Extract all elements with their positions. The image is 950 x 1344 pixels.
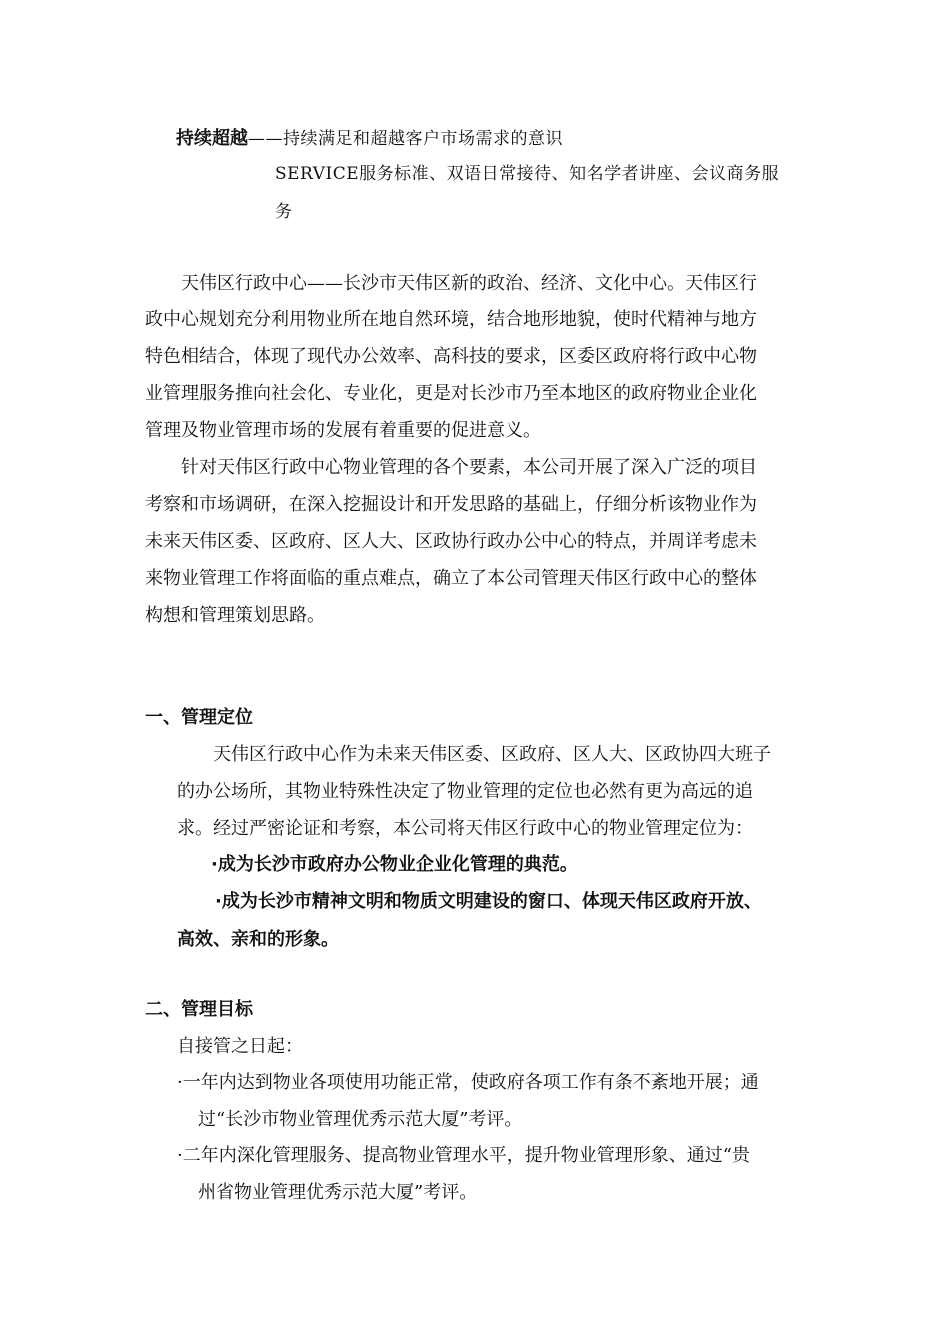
intro-bold-label: 持续超越 <box>176 128 248 149</box>
para2-line-1: 针对天伟区行政中心物业管理的各个要素，本公司开展了深入广泛的项目 <box>181 457 757 478</box>
para1-line-2: 政中心规划充分利用物业所在地自然环境，结合地形地貌，使时代精神与地方 <box>145 309 757 330</box>
para2-line-2: 考察和市场调研，在深入挖掘设计和开发思路的基础上，仔细分析该物业作为 <box>145 494 757 515</box>
para1-line-4: 业管理服务推向社会化、专业化，更是对长沙市乃至本地区的政府物业企业化 <box>145 383 757 404</box>
section2-heading: 二、管理目标 <box>145 999 253 1020</box>
section1-body-line-3: 求。经过严密论证和考察，本公司将天伟区行政中心的物业管理定位为： <box>177 818 753 839</box>
para2-line-4: 来物业管理工作将面临的重点难点，确立了本公司管理天伟区行政中心的整体 <box>145 568 757 589</box>
section2-item-2-line-1: ·二年内深化管理服务、提高物业管理水平，提升物业管理形象、通过“贵 <box>177 1145 750 1166</box>
para1-line-5: 管理及物业管理市场的发展有着重要的促进意义。 <box>145 420 541 441</box>
section1-bullet-2-line-1: ·成为长沙市精神文明和物质文明建设的窗口、体现天伟区政府开放、 <box>215 891 762 912</box>
service-line-1: SERVICE服务标准、双语日常接待、知名学者讲座、会议商务服 <box>275 164 780 184</box>
para1-line-3: 特色相结合，体现了现代办公效率、高科技的要求，区委区政府将行政中心物 <box>145 346 757 367</box>
section1-heading: 一、管理定位 <box>145 707 253 728</box>
section1-bullet-1: ·成为长沙市政府办公物业企业化管理的典范。 <box>211 854 578 875</box>
section1-body-line-2: 的办公场所，其物业特殊性决定了物业管理的定位也必然有更为高远的追 <box>177 781 753 802</box>
para1-line-1: 天伟区行政中心——长沙市天伟区新的政治、经济、文化中心。天伟区行 <box>181 273 757 294</box>
section2-item-1-line-2: 过“长沙市物业管理优秀示范大厦”考评。 <box>198 1109 523 1130</box>
intro-rest: ——持续满足和超越客户市场需求的意识 <box>248 129 563 149</box>
section1-body-line-1: 天伟区行政中心作为未来天伟区委、区政府、区人大、区政协四大班子 <box>213 744 771 765</box>
service-line-2: 务 <box>275 202 293 222</box>
section2-lead: 自接管之日起： <box>177 1036 303 1057</box>
intro-heading-line <box>176 127 563 151</box>
section1-bullet-2-line-2: 高效、亲和的形象。 <box>177 929 339 950</box>
para2-line-3: 未来天伟区委、区政府、区人大、区政协行政办公中心的特点，并周详考虑未 <box>145 531 757 552</box>
section2-item-2-line-2: 州省物业管理优秀示范大厦”考评。 <box>198 1182 478 1203</box>
para2-line-5: 构想和管理策划思路。 <box>145 605 325 626</box>
section2-item-1-line-1: ·一年内达到物业各项使用功能正常，使政府各项工作有条不紊地开展；通 <box>177 1072 759 1093</box>
